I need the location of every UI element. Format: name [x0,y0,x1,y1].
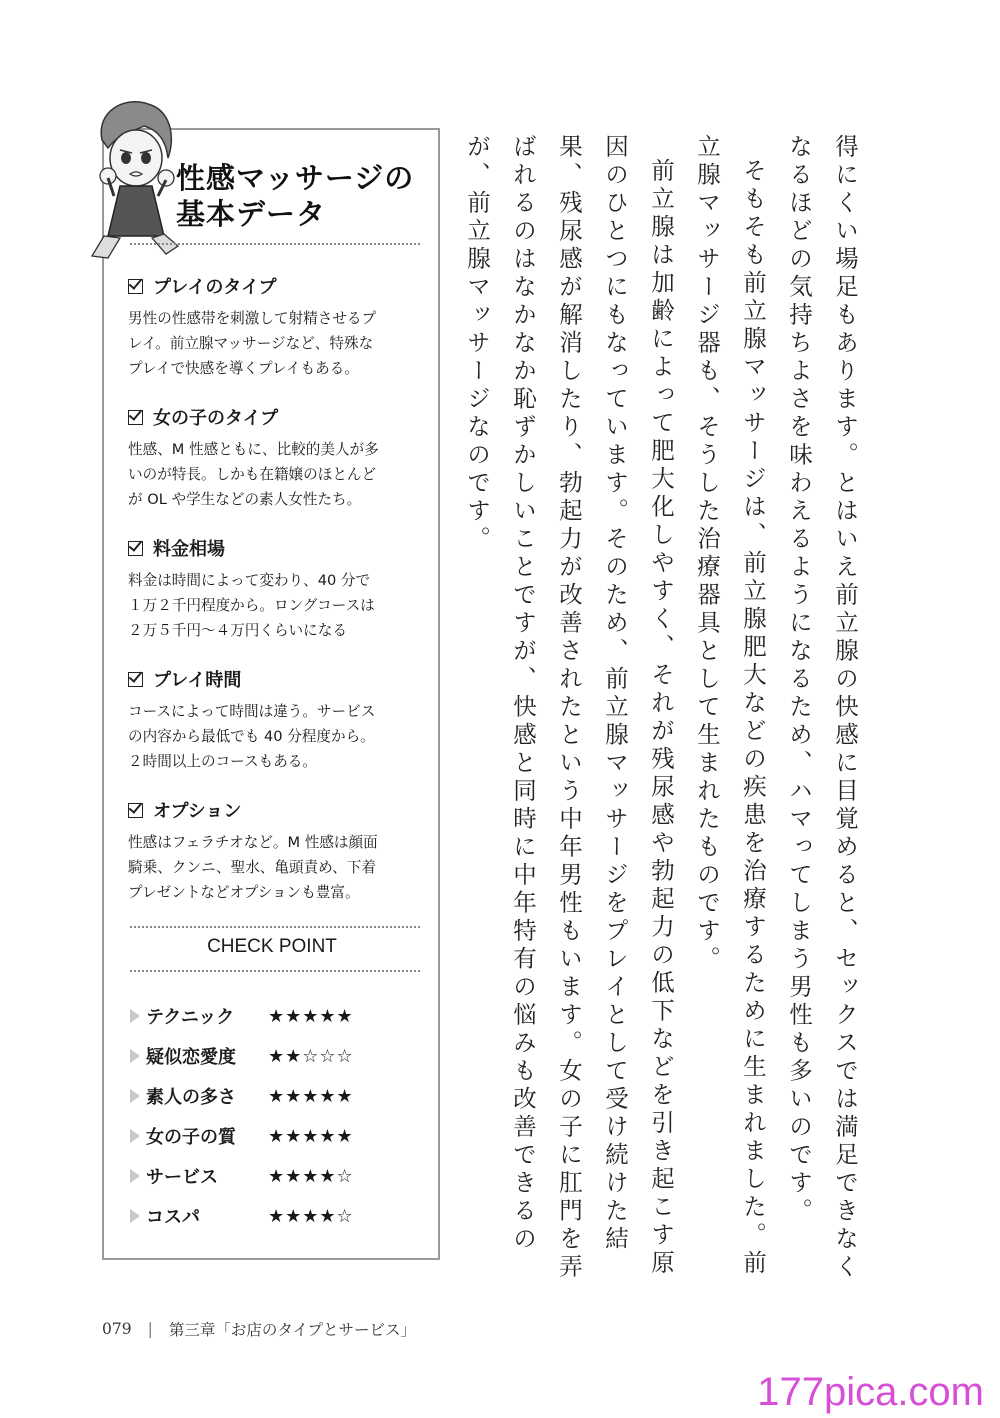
box-title-line2: 基本データ [176,197,327,231]
section-body: 男性の性感帯を刺激して射精させるプ レイ。前立腺マッサージなど、特殊な プレイで快感を導くプレイもある。 [128,310,377,377]
rating-label: コスパ [146,1207,200,1228]
triangle-bullet-icon [130,1129,140,1143]
rating-row [130,1196,430,1236]
triangle-bullet-icon [130,1169,140,1183]
rating-label: 疑似恋愛度 [146,1047,236,1068]
rating-stars: ★★★★★ [268,1085,354,1107]
checkbox-icon [128,279,143,294]
rating-label: 素人の多さ [146,1087,236,1108]
rating-row [130,1116,430,1156]
section-price [128,534,428,643]
rating-stars: ★★★★☆ [268,1165,354,1187]
rating-label: 女の子の質 [146,1127,236,1148]
page-number: 079 [102,1320,132,1338]
section-heading: 女の子のタイプ [153,408,279,429]
rating-stars: ★★★★★ [268,1005,354,1027]
rating-stars: ★★☆☆☆ [268,1045,354,1067]
section-play-type [128,272,428,381]
checkbox-icon [128,410,143,425]
rating-stars: ★★★★☆ [268,1205,354,1227]
section-body: コースによって時間は違う。サービス の内容から最低でも 40 分程度から。 ２時間以上のコースもある。 [128,703,376,770]
section-girl-type [128,403,428,512]
rating-row [130,1076,430,1116]
body-paragraph-3: 前立腺は加齢によって肥大化しやすく、それが残尿感や勃起力の低下などを引き起こす原因のひとつにもなっています。そのため、前立腺マッサージをプレイとして受け続けた結果、残尿感が解消したり、勃起力が改善されたという中年男性もいます。女の子に肛門を弄ばれるのはなかなか恥ずかしいことですが、快感と同時に中年特有の悩みも改善できるのが、前立腺マッサージなのです。 [463,134,675,1282]
chapter-title: 第三章「お店のタイプとサービス」 [168,1321,417,1339]
box-title-line1: 性感マッサージの [176,161,415,195]
box-title [176,160,426,232]
triangle-bullet-icon [130,1049,140,1063]
body-text [463,134,868,1294]
rating-label: サービス [146,1167,218,1188]
triangle-bullet-icon [130,1009,140,1023]
section-body: 料金は時間によって変わり、40 分で １万２千円程度から。ロングコースは ２万５千円～４万円くらいになる [128,572,375,639]
rating-row [130,1036,430,1076]
checkpoint-title: CHECK POINT [207,936,337,957]
checkbox-icon [128,541,143,556]
body-paragraph-1: 得にくい場足もあります。とはいえ前立腺の快感に目覚めると、セックスでは満足できなくなるほどの気持ちよさを味わえるようになるため、ハマってしまう男性も多いのです。 [785,134,859,1282]
footer-separator: | [147,1320,153,1338]
section-play-time [128,665,428,774]
section-heading: プレイのタイプ [153,277,277,298]
checkbox-icon [128,672,143,687]
data-sections [128,272,428,927]
checkpoint-divider-bottom [130,970,420,972]
section-heading: オプション [153,801,242,822]
checkbox-icon [128,803,143,818]
section-heading: プレイ時間 [153,670,242,691]
section-heading: 料金相場 [153,539,225,560]
watermark: 177pica.com [757,1370,984,1414]
body-paragraph-2: そもそも前立腺マッサージは、前立腺肥大などの疾患を治療するために生まれました。前立腺マッサージ器も、そうした治療器具として生まれたものです。 [693,134,767,1278]
rating-row [130,996,430,1036]
section-body: 性感、M 性感ともに、比較的美人が多 いのが特長。しかも在籍嬢のほとんど が OL や学生などの素人女性たち。 [128,441,379,508]
section-body: 性感はフェラチオなど。M 性感は顔面 騎乗、クンニ、聖水、亀頭責め、下着 プレゼントなどオプションも豊富。 [128,834,378,901]
rating-stars: ★★★★★ [268,1125,354,1147]
page-footer [102,1318,416,1340]
title-divider [130,243,420,245]
ratings-list [130,996,430,1236]
character-illustration [74,96,186,264]
rating-label: テクニック [146,1007,235,1028]
triangle-bullet-icon [130,1209,140,1223]
triangle-bullet-icon [130,1089,140,1103]
section-options [128,796,428,905]
rating-row [130,1156,430,1196]
checkpoint-divider-top [130,926,420,928]
